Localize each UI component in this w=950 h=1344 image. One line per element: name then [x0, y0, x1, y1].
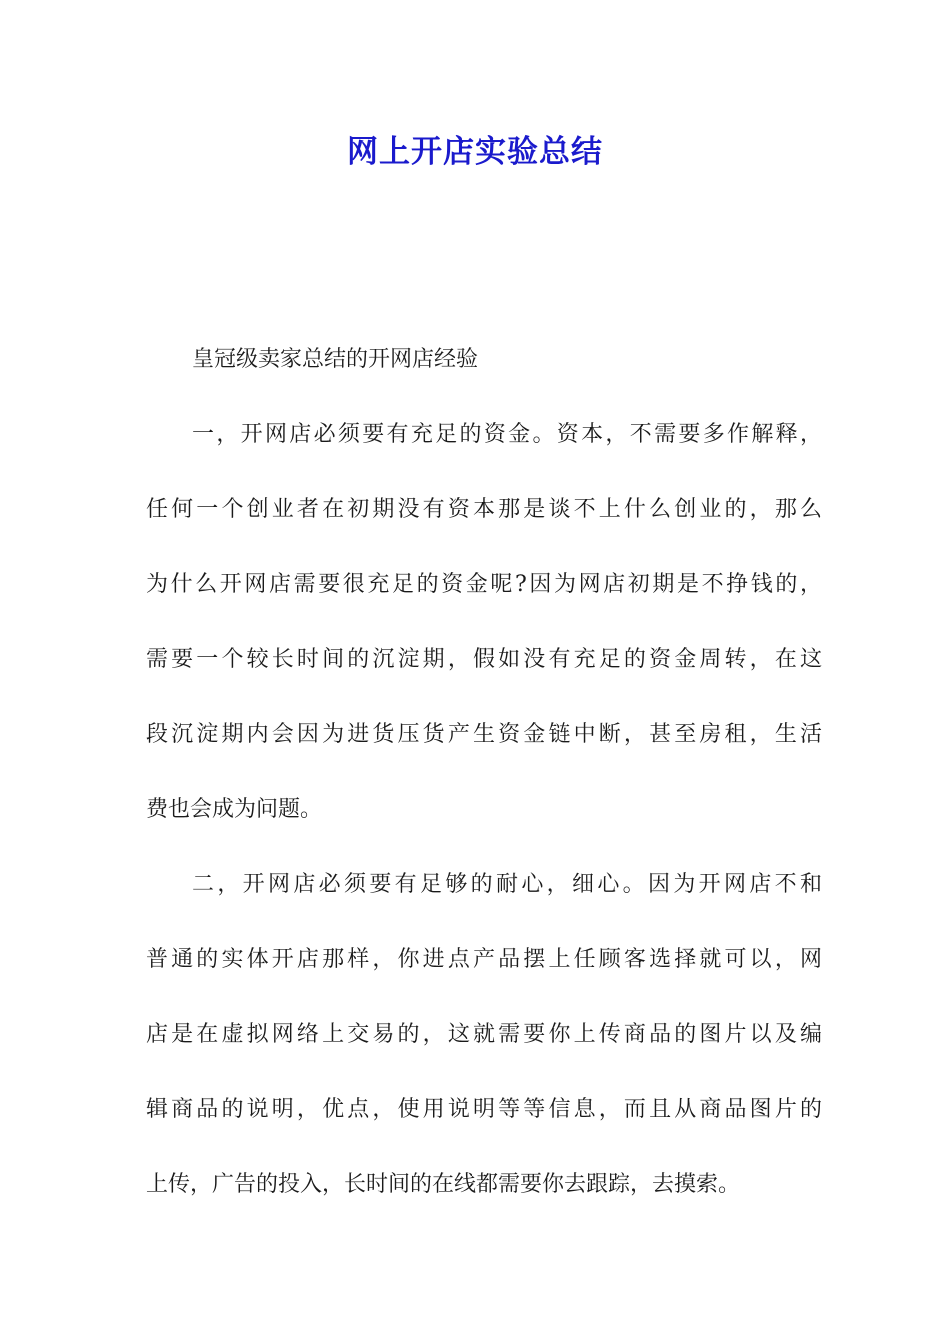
paragraph-2-line-4: 辑商品的说明，优点，使用说明等等信息，而且从商品图片的 — [146, 1097, 822, 1122]
paragraph-1-line-1: 一，开网店必须要有充足的资金。资本，不需要多作解释， — [192, 422, 822, 447]
paragraph-2-line-3: 店是在虚拟网络上交易的，这就需要你上传商品的图片以及编 — [146, 1022, 822, 1047]
paragraph-2-line-5: 上传，广告的投入，长时间的在线都需要你去跟踪，去摸索。 — [146, 1172, 741, 1197]
paragraph-1-line-2: 任何一个创业者在初期没有资本那是谈不上什么创业的，那么 — [146, 497, 822, 522]
subtitle-line: 皇冠级卖家总结的开网店经验 — [192, 347, 479, 372]
paragraph-2-line-2: 普通的实体开店那样，你进点产品摆上任顾客选择就可以，网 — [146, 947, 822, 972]
paragraph-1-line-6: 费也会成为问题。 — [146, 797, 323, 822]
paragraph-1-line-5: 段沉淀期内会因为进货压货产生资金链中断，甚至房租，生活 — [146, 722, 822, 747]
paragraph-1-line-4: 需要一个较长时间的沉淀期，假如没有充足的资金周转，在这 — [146, 647, 822, 672]
paragraph-1-line-3: 为什么开网店需要很充足的资金呢?因为网店初期是不挣钱的， — [146, 572, 822, 597]
paragraph-2-line-1: 二，开网店必须要有足够的耐心，细心。因为开网店不和 — [192, 872, 822, 897]
document-title: 网上开店实验总结 — [347, 134, 603, 170]
